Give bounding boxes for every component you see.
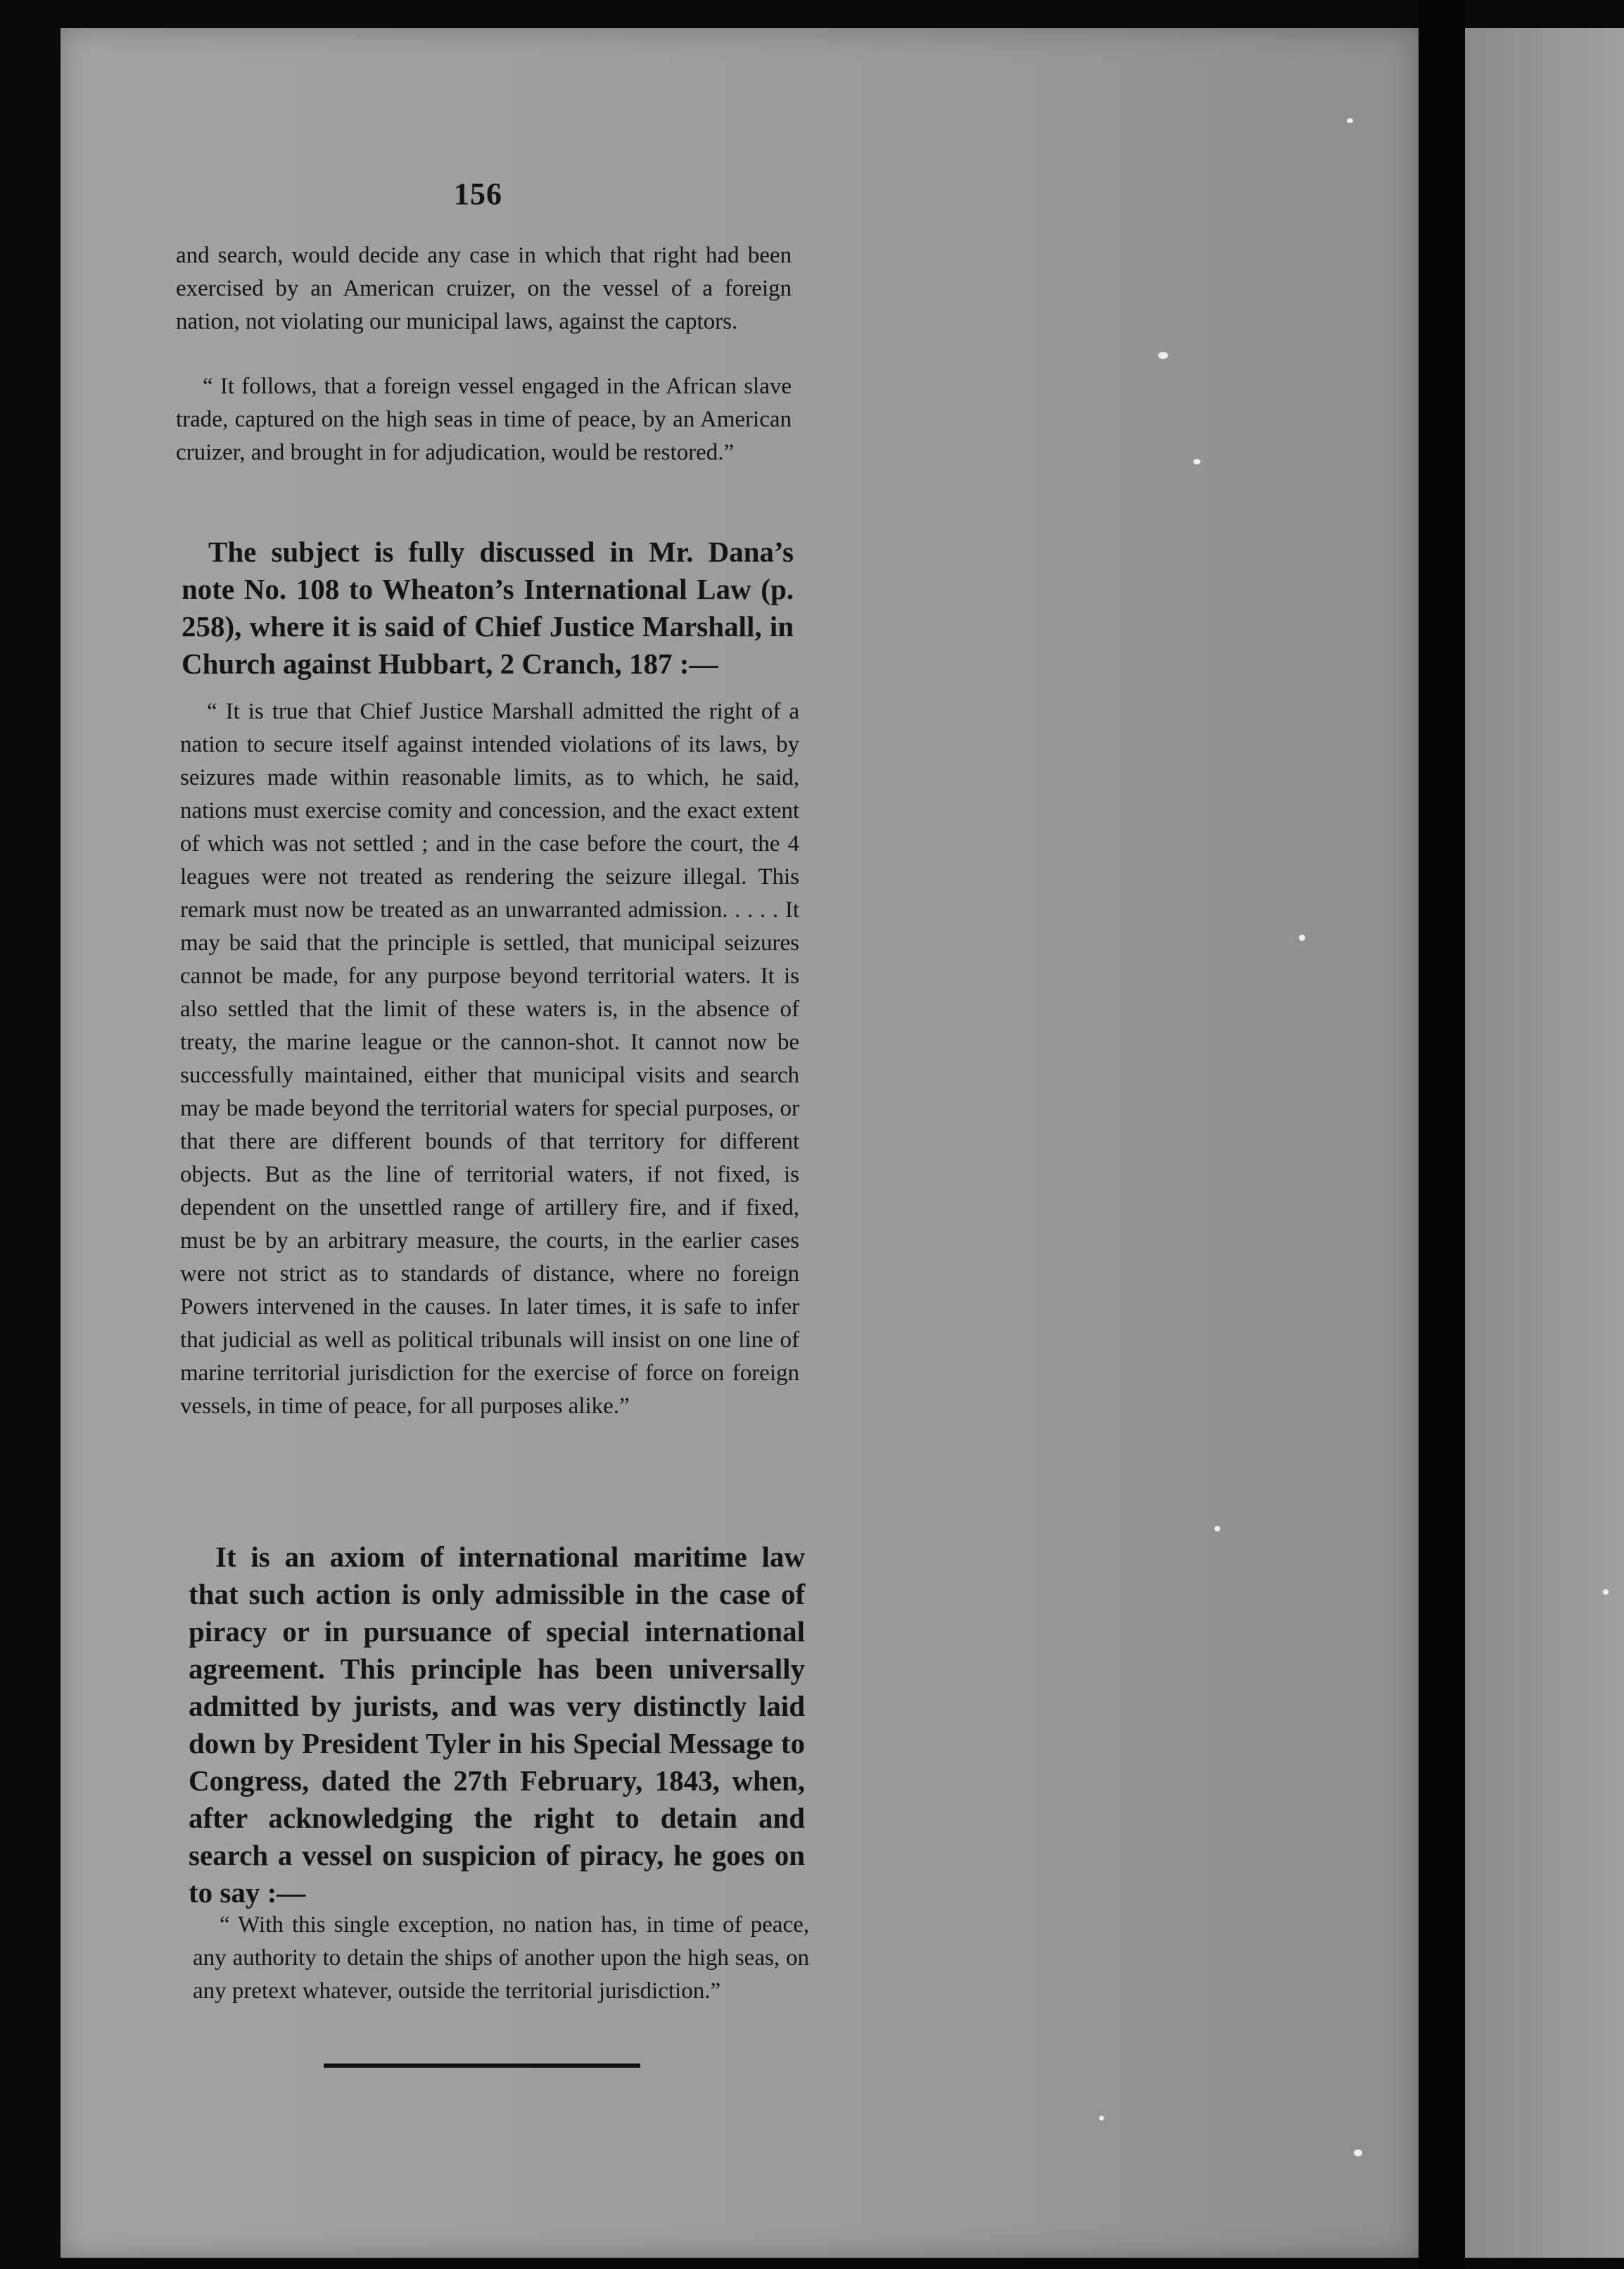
- paper-speck: [1354, 2149, 1362, 2156]
- page-number: 156: [454, 177, 502, 211]
- closing-rule: [324, 2063, 640, 2068]
- book-gutter: [1419, 0, 1465, 2269]
- quote-marshall: “ It is true that Chief Justice Marshall admitted the right of a nation to secure itself against intended violations of its laws, by seizures made within reasonable limits, as to which, he said, nations must exercise comity and concession, and the exact extent of which was not settled ; and in the case before the court, the 4 leagues were not treated as rendering the seizure illegal. This remark must now be treated as an unwarranted admission. . . . . It may be said that the principle is settled, that municipal seizures cannot be made, for any purpose beyond territorial waters. It is also settled that the limit of these waters is, in the absence of treaty, the marine league or the cannon-shot. It cannot now be successfully maintained, either that municipal visits and search may be made beyond the territorial waters for special purposes, or that there are different bounds of that territory for different objects. But as the line of territorial waters, if not fixed, is dependent on the unsettled range of artillery fire, and if fixed, must be by an arbitrary measure, the courts, in the earlier cases were not strict as to standards of distance, where no foreign Powers intervened in the causes. In later times, it is safe to infer that judicial as well as political tribunals will insist on one line of marine territorial jurisdiction for the exercise of force on foreign vessels, in time of peace, for all purposes alike.”: [180, 699, 799, 1419]
- paragraph-axiom: It is an axiom of international maritime law that such action is only admissible in the case of piracy or in pursuance of special international agreement. This principle has been universally admitted by jurists, and was very distinctly laid down by President Tyler in his Special Message to Congress, dated the 27th February, 1843, when, after acknowledging the right to detain and search a vessel on suspicion of piracy, he goes on to say :—: [189, 1541, 805, 1909]
- paper-speck: [1347, 118, 1353, 123]
- paper-speck: [1099, 2116, 1104, 2121]
- right-page-edge: [1465, 28, 1624, 2258]
- paper-speck: [1193, 459, 1200, 464]
- paper-speck: [1603, 1589, 1609, 1595]
- opening-quote-continuation: and search, would decide any case in which that right had been exercised by an American cruizer, on the vessel of a foreign nation, not violating our municipal laws, against the captors.: [176, 243, 792, 334]
- opening-quote-conclusion: “ It follows, that a foreign vessel engaged in the African slave trade, captured on the high seas in time of peace, by an American cruizer, and brought in for adjudication, would be restored.”: [176, 374, 792, 465]
- paper-speck: [1214, 1526, 1220, 1531]
- quote-tyler: “ With this single exception, no nation has, in time of peace, any authority to detain the ships of another upon the high seas, on any pretext whatever, outside the territorial jurisdiction.”: [193, 1912, 809, 2004]
- paper-speck: [1158, 352, 1168, 359]
- paper-speck: [1299, 935, 1305, 941]
- paragraph-dana-note: The subject is fully discussed in Mr. Dana’s note No. 108 to Wheaton’s International Law (p. 258), where it is said of Chief Justice Marshall, in Church against Hubbart, 2 Cranch, 187 :—: [182, 536, 794, 680]
